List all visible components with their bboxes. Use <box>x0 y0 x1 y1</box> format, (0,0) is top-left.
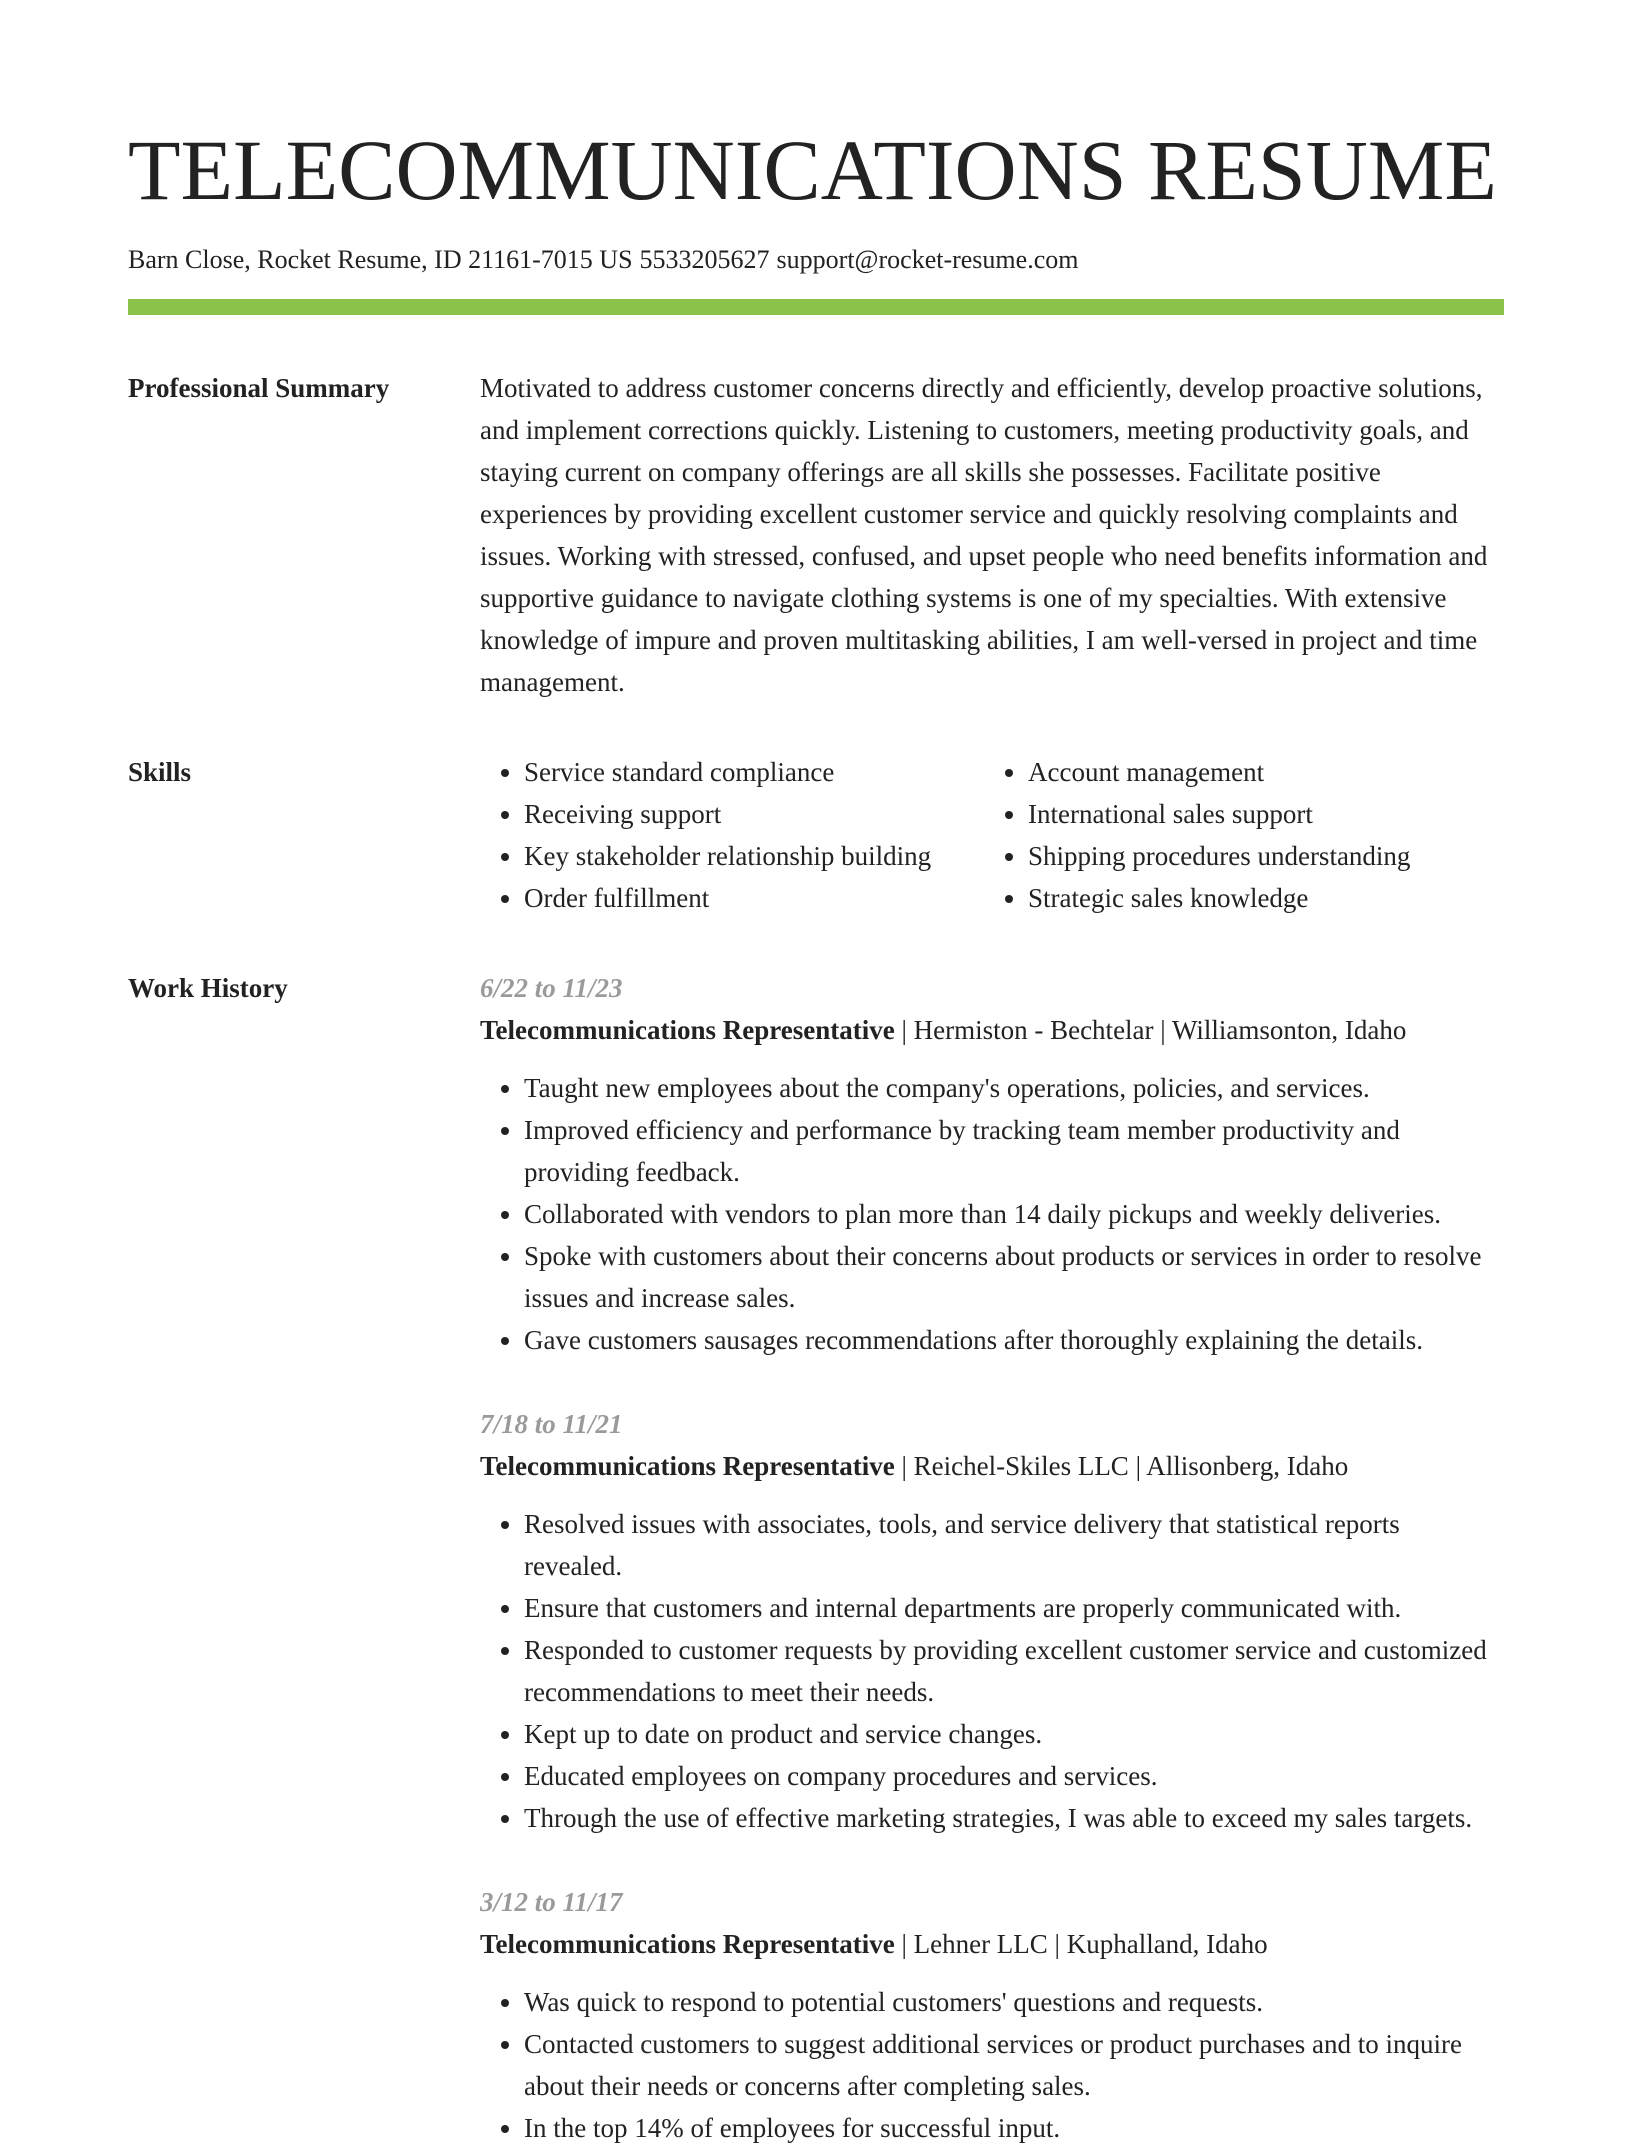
job-bullet: • Resolved issues with associates, tools, and service delivery that statistical reports revealed. <box>524 1503 1504 1587</box>
job-bullet: • Spoke with customers about their concerns about products or services in order to resolve issues and increase sales. <box>524 1235 1504 1319</box>
job-bullet-list <box>480 1067 1504 1361</box>
job-entry <box>480 1403 1504 1839</box>
resume-page <box>128 0 1504 2149</box>
work-history-body <box>480 967 1504 2149</box>
job-bullet: • In the top 14% of employees for successful input. <box>524 2107 1504 2149</box>
summary-body <box>480 367 1504 703</box>
job-bullet: • Through the use of effective marketing strategies, I was able to exceed my sales targets. <box>524 1797 1504 1839</box>
job-company-location: | Reichel-Skiles LLC | Allisonberg, Idaho <box>894 1451 1349 1481</box>
job-dates: 7/18 to 11/21 <box>480 1409 623 1439</box>
job-bullet: • Ensure that customers and internal departments are properly communicated with. <box>524 1587 1504 1629</box>
job-bullet: • Taught new employees about the company's operations, policies, and services. <box>524 1067 1504 1109</box>
job-heading <box>480 1009 1504 1051</box>
summary-text: Motivated to address customer concerns directly and efficiently, develop proactive solutions, and implement corrections quickly. Listening to customers, meeting productivity goals, and staying current on company offerings are all skills she possesses. Facilitate positive experiences by providing excellent customer service and quickly resolving complaints and issues. Working with stressed, confused, and upset people who need benefits information and supportive guidance to navigate clothing systems is one of my specialties. With extensive knowledge of impure and proven multitasking abilities, I am well-versed in project and time management. <box>480 373 1488 697</box>
summary-heading: Professional Summary <box>128 373 390 403</box>
skill-item: • Strategic sales knowledge <box>1028 877 1504 919</box>
skill-item: • Service standard compliance <box>524 751 984 793</box>
skill-item: • Account management <box>1028 751 1504 793</box>
job-dates: 3/12 to 11/17 <box>480 1887 623 1917</box>
skills-body <box>480 751 1504 919</box>
job-bullet: • Responded to customer requests by providing excellent customer service and customized recommendations to meet their needs. <box>524 1629 1504 1713</box>
job-entry <box>480 967 1504 1361</box>
job-bullet: • Kept up to date on product and service changes. <box>524 1713 1504 1755</box>
skills-list-left <box>480 751 984 919</box>
contact-line <box>128 244 1504 276</box>
skills-heading: Skills <box>128 757 192 787</box>
skills-section <box>128 751 1504 919</box>
summary-section <box>128 367 1504 703</box>
job-heading <box>480 1923 1504 1965</box>
job-company-location: | Hermiston - Bechtelar | Williamsonton, Idaho <box>894 1015 1407 1045</box>
resume-title: TELECOMMUNICATIONS RESUME <box>128 122 1497 218</box>
skill-item: • Receiving support <box>524 793 984 835</box>
header-divider <box>128 299 1504 315</box>
contact-email: support@rocket-resume.com <box>776 245 1079 274</box>
job-bullet: • Gave customers sausages recommendations after thoroughly explaining the details. <box>524 1319 1504 1361</box>
skill-item: • International sales support <box>1028 793 1504 835</box>
contact-phone: 5533205627 <box>639 245 770 274</box>
job-bullet: • Was quick to respond to potential customers' questions and requests. <box>524 1981 1504 2023</box>
job-dates: 6/22 to 11/23 <box>480 973 623 1003</box>
skill-item: • Order fulfillment <box>524 877 984 919</box>
work-history-heading: Work History <box>128 973 288 1003</box>
skills-list-right <box>984 751 1504 919</box>
skill-item: • Shipping procedures understanding <box>1028 835 1504 877</box>
job-bullet: • Contacted customers to suggest additional services or product purchases and to inquire about their needs or concerns after completing sales. <box>524 2023 1504 2107</box>
skills-columns <box>480 751 1504 919</box>
job-title: Telecommunications Representative <box>480 1451 895 1481</box>
work-history-section <box>128 967 1504 2149</box>
job-bullet-list <box>480 1503 1504 1839</box>
job-bullet-list <box>480 1981 1504 2149</box>
job-title: Telecommunications Representative <box>480 1929 895 1959</box>
job-entry <box>480 1881 1504 2149</box>
job-company-location: | Lehner LLC | Kuphalland, Idaho <box>894 1929 1268 1959</box>
skill-item: • Key stakeholder relationship building <box>524 835 984 877</box>
job-bullet: • Collaborated with vendors to plan more than 14 daily pickups and weekly deliveries. <box>524 1193 1504 1235</box>
contact-address: Barn Close, Rocket Resume, ID 21161-7015 US <box>128 245 633 274</box>
job-title: Telecommunications Representative <box>480 1015 895 1045</box>
job-bullet: • Educated employees on company procedures and services. <box>524 1755 1504 1797</box>
job-bullet: • Improved efficiency and performance by tracking team member productivity and providing feedback. <box>524 1109 1504 1193</box>
job-heading <box>480 1445 1504 1487</box>
